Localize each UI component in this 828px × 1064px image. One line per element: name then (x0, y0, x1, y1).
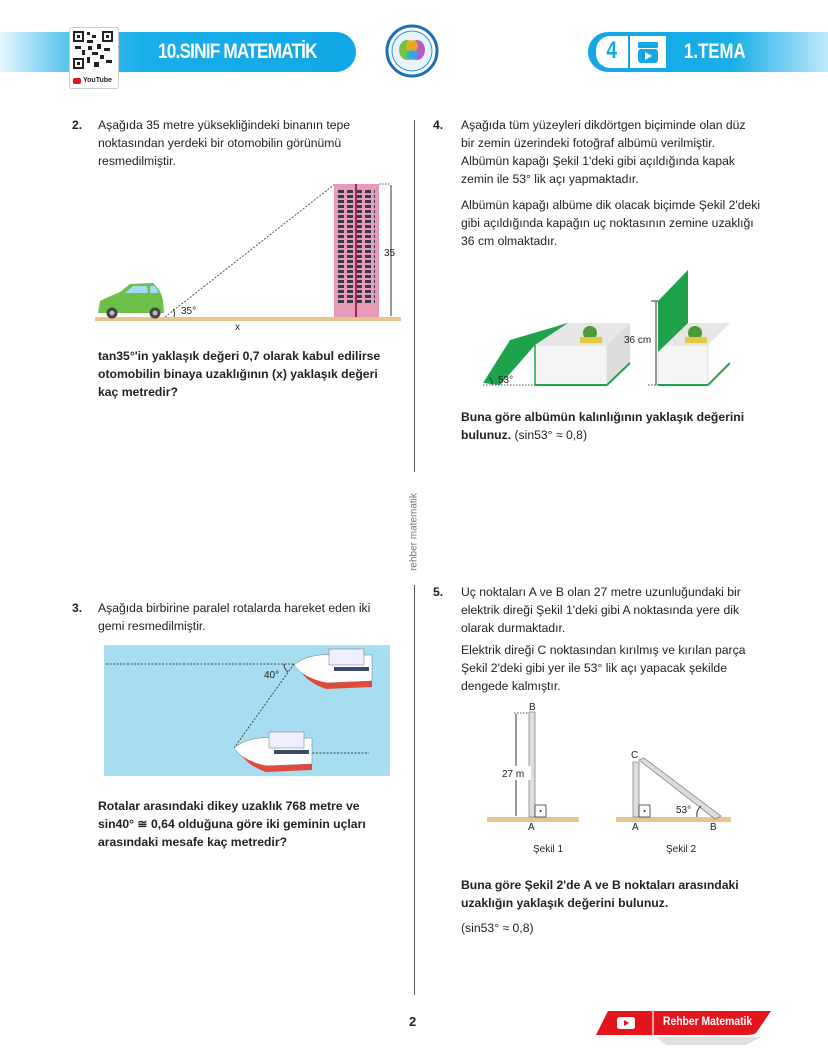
car-building-figure (95, 180, 405, 340)
video-icon[interactable] (637, 40, 659, 69)
question-number: 4. (433, 118, 444, 132)
qr-label: YouTube (83, 77, 112, 84)
question-text: Elektrik direği C noktasından kırılmış ve kırılan parça Şekil 2'deki gibi yer ile 53° lik açı yapacak şekilde dengede kalmıştır. (461, 643, 746, 693)
youtube-banner[interactable] (596, 1011, 772, 1035)
question-number: 3. (72, 601, 83, 615)
unit-separator (628, 36, 630, 68)
page-title: 10.SINIF MATEMATİK (158, 40, 317, 63)
album-fig1 (483, 323, 630, 386)
question-prompt: Rotalar arasındaki dikey uzaklık 768 metre ve sin40° ≅ 0,64 olduğuna göre iki geminin uçları arasındaki mesafe kaç metredir? (98, 799, 366, 849)
hint: (sin53° ≈ 0,8) (461, 921, 534, 935)
point-label: C (631, 750, 639, 761)
angle-label: 53° (676, 805, 692, 816)
hint: (sin53° ≈ 0,8) (514, 428, 588, 442)
theme-label: 1.TEMA (684, 40, 746, 63)
point-label: B (529, 702, 536, 713)
question-prompt: Buna göre Şekil 2'de A ve B noktaları arasındaki uzaklığın yaklaşık değerini bulunuz. (461, 878, 739, 910)
album-fig2 (624, 270, 730, 385)
angle-label: 35° (181, 306, 197, 317)
channel-name: Rehber Matematik (663, 1016, 753, 1028)
length-label: 27 m (502, 769, 525, 780)
question-prompt-bold: Buna göre albümün kalınlığının yaklaşık değerini bulunuz. (461, 410, 745, 442)
question-number: 5. (433, 585, 444, 599)
logo (385, 24, 439, 83)
sight-line (165, 184, 335, 317)
question-text: Uç noktaları A ve B olan 27 metre uzunluğundaki bir elektrik direği Şekil 1'deki gibi A noktasında yere dik olarak durmaktadır. (461, 585, 741, 635)
angle-label: 40° (264, 670, 280, 681)
question-text: Aşağıda 35 metre yüksekliğindeki binanın tepe noktasından yerdeki bir otomobilin görünümü resmedilmiştir. (98, 118, 351, 168)
height-label: 36 cm (624, 335, 652, 346)
pole-fig2 (616, 750, 731, 855)
page-number: 2 (409, 1014, 417, 1029)
album-figure (480, 265, 730, 400)
column-divider (414, 585, 415, 995)
figure-caption: Şekil 1 (533, 844, 564, 855)
building-height: 35 (384, 248, 396, 259)
question-prompt (461, 408, 771, 444)
point-label: A (528, 822, 535, 833)
point-label: A (632, 822, 639, 833)
pole-fig1 (487, 702, 579, 855)
point-label: B (710, 822, 717, 833)
distance-label: x (235, 322, 240, 333)
ships-figure (104, 645, 390, 781)
angle-label: 53° (498, 375, 514, 386)
youtube-icon (73, 78, 81, 84)
side-watermark: rehber matematik (408, 493, 420, 571)
question-number: 2. (72, 118, 83, 132)
column-divider (414, 120, 415, 472)
figure-caption: Şekil 2 (666, 844, 697, 855)
question-text: Aşağıda birbirine paralel rotalarda hareket eden iki gemi resmedilmiştir. (98, 601, 371, 633)
qr-code[interactable] (69, 27, 119, 89)
question-text: Albümün kapağı albüme dik olacak biçimde Şekil 2'deki gibi açıldığında kapağın uç noktasının zemine uzaklığı 36 cm olmaktadır. (461, 198, 761, 248)
qr-icon (70, 28, 116, 72)
ground (95, 317, 401, 321)
question-text: Aşağıda tüm yüzeyleri dikdörtgen biçiminde olan düz bir zemin üzerindeki fotoğraf albümü verilmiştir. Albümün kapağı Şekil 1'deki gibi açıldığında kapak zemin ile 53° lik açı yapmaktadır. (461, 118, 746, 186)
unit-number: 4 (606, 37, 618, 64)
question-prompt: tan35°'in yaklaşık değeri 0,7 olarak kabul edilirse otomobilin binaya uzaklığının (x) yaklaşık değeri kaç metredir? (98, 349, 381, 399)
pole-figure (485, 700, 735, 865)
